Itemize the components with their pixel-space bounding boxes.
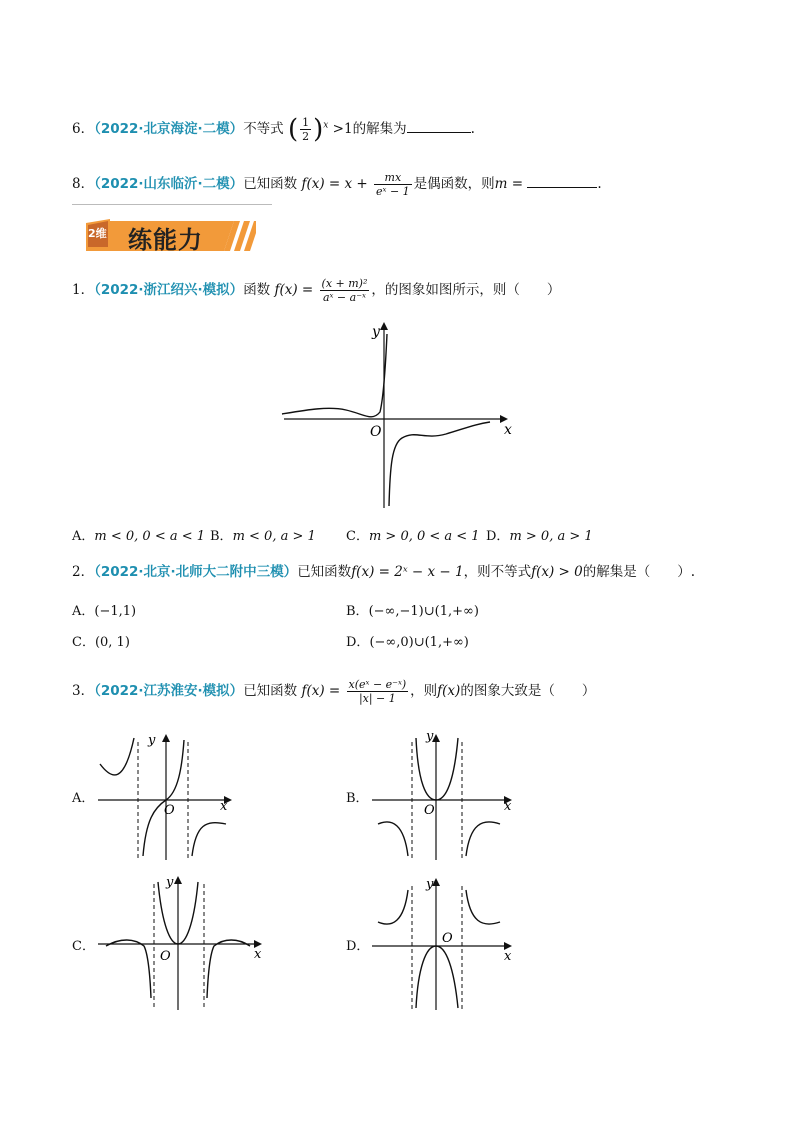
graph-option-c[interactable] [94, 874, 270, 1014]
option-c[interactable]: C．(0, 1) [72, 635, 130, 650]
option-c-label[interactable]: C． [72, 939, 95, 954]
option-a-label[interactable]: A． [72, 791, 95, 806]
divider [72, 204, 272, 205]
svg-text:O: O [424, 803, 435, 818]
svg-text:O: O [370, 424, 382, 440]
question-text-after: >1的解集为 [332, 121, 407, 137]
svg-text:y: y [426, 729, 434, 744]
section-banner [84, 217, 244, 253]
function-expr: f(x) = x + [301, 176, 368, 192]
svg-text:O: O [442, 931, 453, 946]
svg-text:x: x [254, 947, 262, 962]
section-title: 练能力 [128, 226, 203, 254]
question-source: （2022·北京海淀·二模） [94, 121, 244, 137]
question-source: （2022·浙江绍兴·模拟） [94, 282, 244, 298]
problem-2: 2．（2022·北京·北师大二附中三模）已知函数f(x) = 2ˣ − x − 1，则不等式f(x) > 0的解集是（ ）. [72, 564, 696, 580]
answer-blank[interactable] [527, 175, 597, 188]
question-source: （2022·江苏淮安·模拟） [94, 683, 244, 699]
option-b[interactable]: B．(−∞,−1)∪(1,+∞) [346, 604, 479, 619]
option-c[interactable]: C．m > 0, 0 < a < 1 [346, 529, 480, 544]
svg-text:y: y [166, 875, 174, 890]
fraction: $\frac{\text{(x + m)²}}{\text{aˣ − a⁻ˣ}}$ [321, 277, 368, 304]
question-8: 8．（2022·山东临沂·二模）已知函数 f(x) = x + $\frac{mx}{\text{eˣ − 1}}$ 是偶函数，则m = . [72, 171, 602, 198]
svg-text:x: x [504, 949, 512, 964]
option-a[interactable]: A．m < 0, 0 < a < 1 [72, 529, 206, 544]
graph-option-a[interactable] [94, 728, 244, 862]
svg-text:O: O [164, 803, 175, 818]
fraction: $\frac{mx}{\text{eˣ − 1}}$ [376, 171, 410, 198]
option-b-label[interactable]: B． [346, 791, 369, 806]
option-d[interactable]: D．m > 0, a > 1 [486, 529, 593, 544]
section-badge: 2维 [88, 227, 107, 240]
question-6: 6．（2022·北京海淀·二模）不等式 ( $\frac{1}{2}$ )$^x$ >1的解集为 . [72, 114, 475, 145]
question-text: 不等式 [243, 121, 284, 137]
option-d[interactable]: D．(−∞,0)∪(1,+∞) [346, 635, 469, 650]
option-d-label[interactable]: D． [346, 939, 370, 954]
problem-1: 1．（2022·浙江绍兴·模拟）函数 f(x) = $\frac{\text{(x + m)²}}{\text{aˣ − a⁻ˣ}}$ ，的图象如图所示，则（ ） [72, 277, 561, 304]
svg-text:y: y [426, 877, 434, 892]
graph-option-b[interactable] [368, 728, 518, 862]
problem-3: 3．（2022·江苏淮安·模拟）已知函数 f(x) = $\frac{\text{x(eˣ − e⁻ˣ)}}{|x| - 1}$ ，则f(x)的图象大致是（ ） [72, 678, 596, 705]
question-source: （2022·山东临沂·二模） [94, 176, 244, 192]
svg-text:y: y [148, 733, 156, 748]
question-source: （2022·北京·北师大二附中三模） [94, 564, 298, 580]
question-number: 8． [72, 176, 95, 192]
answer-blank[interactable] [407, 120, 471, 133]
question-number: 6． [72, 121, 95, 137]
fraction: $\frac{1}{2}$ [302, 116, 310, 143]
svg-text:O: O [160, 949, 171, 964]
svg-text:x: x [504, 422, 512, 438]
option-b[interactable]: B．m < 0, a > 1 [210, 529, 316, 544]
fraction: $\frac{\text{x(eˣ − e⁻ˣ)}}{|x| - 1}$ [348, 678, 407, 705]
graph-option-d[interactable] [368, 874, 518, 1014]
problem-1-graph [276, 316, 516, 512]
svg-text:x: x [220, 799, 228, 814]
svg-text:y: y [372, 324, 380, 340]
svg-text:x: x [504, 799, 512, 814]
option-a[interactable]: A．(−1,1) [72, 604, 137, 619]
